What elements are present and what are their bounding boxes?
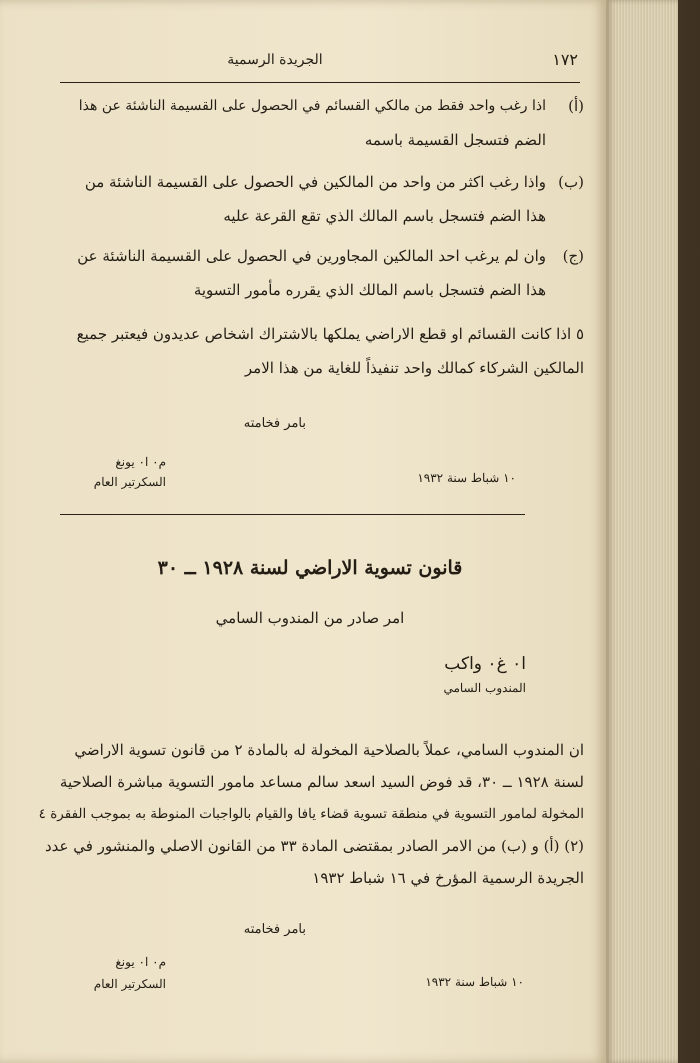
date-2: ١٠ شباط سنة ١٩٣٢ (425, 975, 524, 989)
item-a-line-1: اذا رغب واحد فقط من مالكي القسائم في الحصول على القسيمة الناشئة عن هذا (78, 98, 546, 114)
signatory-name-1: م٠ ا٠ يونغ (115, 455, 166, 469)
signatory-title-2: السكرتير العام (93, 977, 166, 991)
order-body-line-2: لسنة ١٩٢٨ ــ ٣٠، قد فوض السيد اسعد سالم مساعد مامور التسوية مباشرة الصلاحية (59, 773, 584, 791)
order-body-line-1: ان المندوب السامي، عملاً بالصلاحية المخولة له بالمادة ٢ من قانون تسوية الاراضي (74, 741, 584, 759)
signatory-title-1: السكرتير العام (93, 475, 166, 489)
order-body-line-4: (٢) (أ) و (ب) من الامر الصادر بمقتضى المادة ٣٣ من القانون الاصلي والمنشور في عدد (44, 837, 584, 855)
section-divider (60, 514, 525, 515)
commissioner-name: ا٠ غ٠ واكب (444, 654, 526, 674)
page-number: ١٧٢ (552, 50, 578, 69)
page-edges (606, 0, 678, 1063)
header-rule (60, 82, 580, 83)
by-order-1: بامر فخامته (243, 416, 306, 431)
item-b-line-2: هذا الضم فتسجل باسم المالك الذي تقع القرعة عليه (223, 207, 546, 225)
date-1: ١٠ شباط سنة ١٩٣٢ (417, 471, 516, 485)
order-subtitle: امر صادر من المندوب السامي (215, 609, 405, 627)
signatory-name-2: م٠ ا٠ يونغ (115, 955, 166, 969)
item-c-line-2: هذا الضم فتسجل باسم المالك الذي يقرره مأمور التسوية (193, 281, 546, 299)
paragraph-5-line-2: المالكين الشركاء كمالك واحد تنفيذاً للغاية من هذا الامر (244, 359, 584, 377)
item-a-marker: (أ) (568, 97, 584, 115)
order-body-line-5: الجريدة الرسمية المؤرخ في ١٦ شباط ١٩٣٢ (312, 869, 584, 887)
item-b-line-1: واذا رغب اكثر من واحد من المالكين في الحصول على القسيمة الناشئة من (84, 173, 546, 191)
commissioner-title: المندوب السامي (443, 681, 526, 695)
law-title: قانون تسوية الاراضي لسنة ١٩٢٨ ــ ٣٠ (157, 557, 463, 579)
journal-title: الجريدة الرسمية (227, 52, 323, 68)
item-b-marker: (ب) (558, 173, 584, 191)
item-c-line-1: وان لم يرغب احد المالكين المجاورين في الحصول على القسيمة الناشئة عن (77, 247, 546, 265)
item-a-line-2: الضم فتسجل القسيمة باسمه (364, 131, 546, 149)
by-order-2: بامر فخامته (243, 922, 306, 937)
paragraph-5-line-1: ٥ اذا كانت القسائم او قطع الاراضي يملكها بالاشتراك اشخاص عديدون فيعتبر جميع (76, 325, 584, 343)
order-body-line-3: المخولة لمامور التسوية في منطقة تسوية قضاء يافا والقيام بالواجبات المنوطة به بموجب الفقرة ٤ (38, 806, 584, 822)
item-c-marker: (ج) (562, 247, 584, 265)
